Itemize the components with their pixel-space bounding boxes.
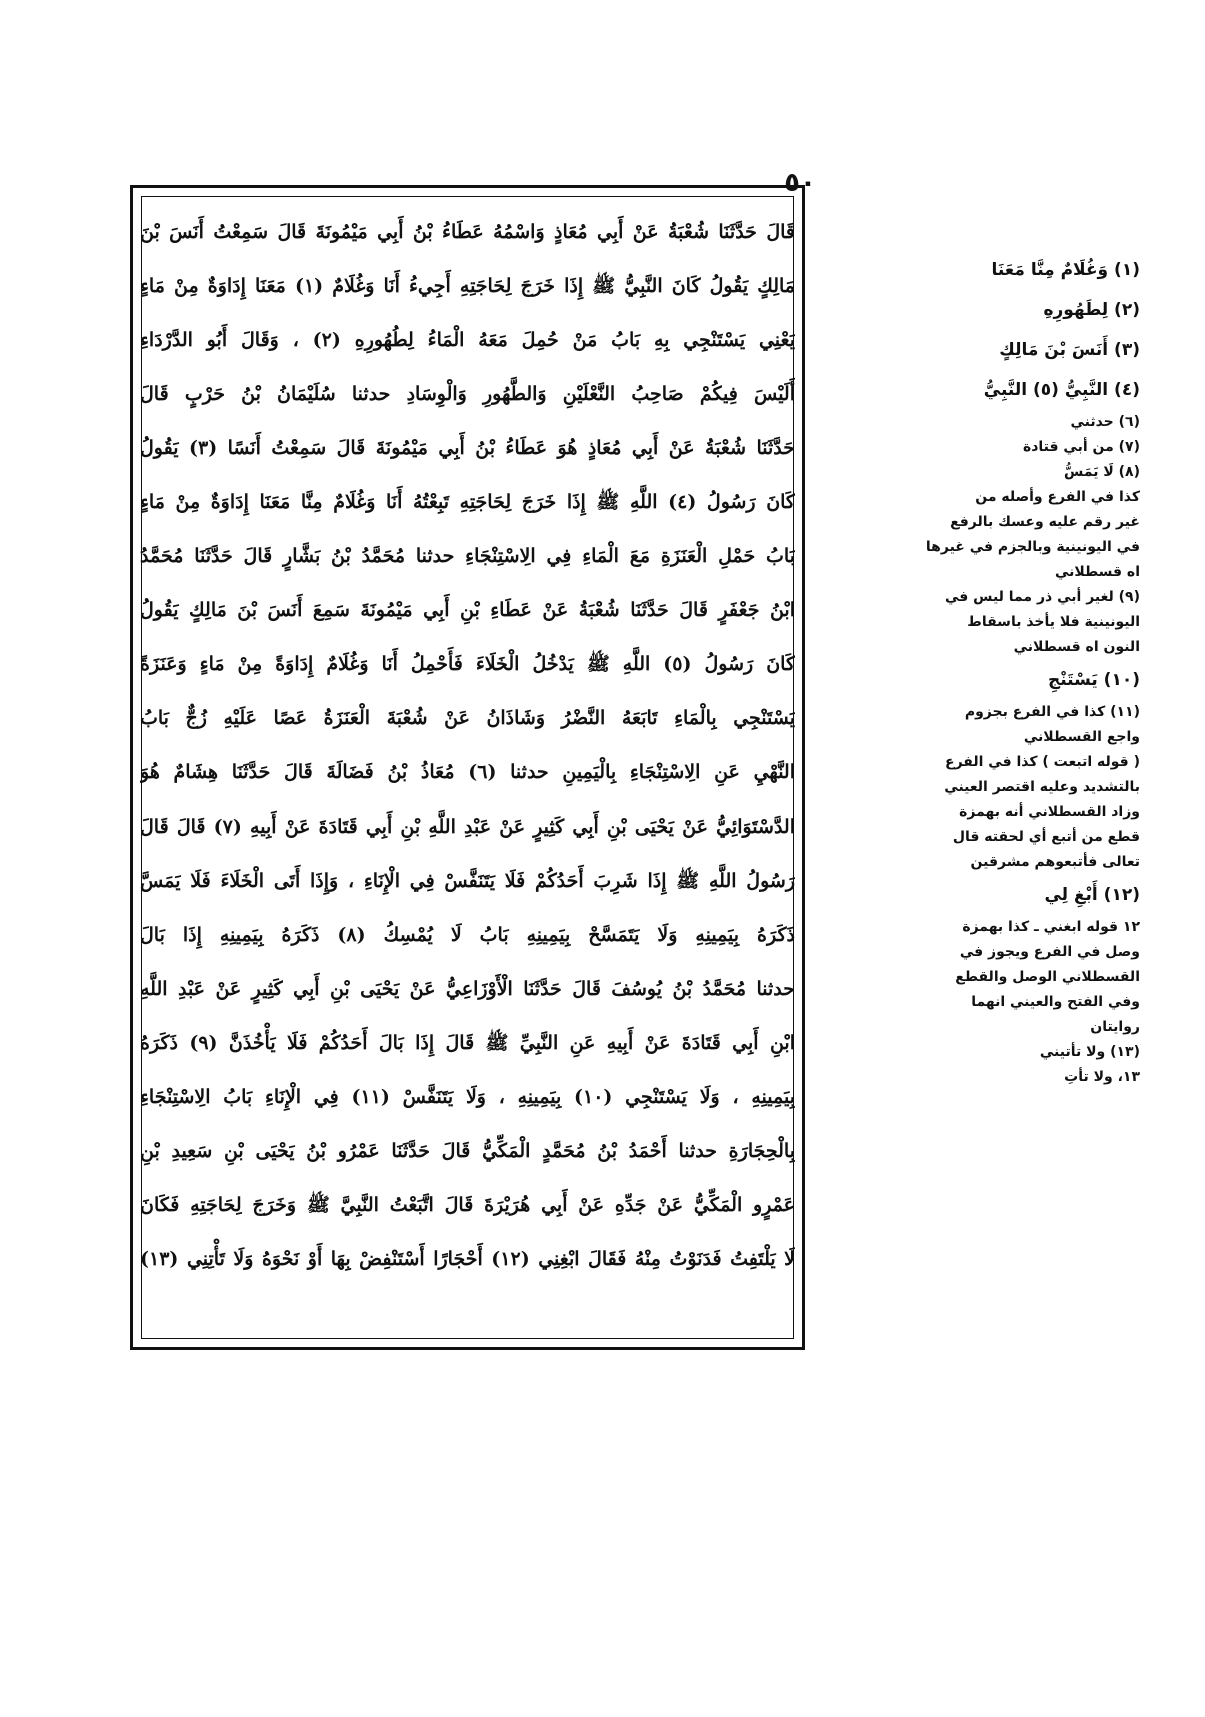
margin-note: (٧) من أبي قتادة xyxy=(1022,439,1140,455)
margin-note: في اليونينية وبالجزم في غيرها xyxy=(925,539,1140,555)
text-line: يَعْنِي يَسْتَنْجِي بِهِ بَابُ مَنْ حُمِلَ مَعَهُ الْمَاءُ لِطُهُورِهِ (٢) ، وَقَالَ أَبُو الدَّرْدَاءِ xyxy=(140,329,795,352)
margin-note: النون اه قسطلاني xyxy=(1013,639,1140,655)
margin-note: (١٣) ولا تأتيني xyxy=(1039,1044,1140,1060)
margin-note: وفي الفتح والعيني انهما xyxy=(971,994,1140,1010)
margin-note: (٦) حدثني xyxy=(1070,414,1140,430)
margin-note: (٣) أَنَسَ بْنَ مَالِكٍ xyxy=(999,340,1140,360)
text-line: يَسْتَنْجِي بِالْمَاءِ تَابَعَهُ النَّضْرُ وَشَاذَانُ عَنْ شُعْبَةَ الْعَنَزَةُ عَصًا عَلَيْهِ زُجٌّ بَابُ xyxy=(140,707,795,730)
text-line: الدَّسْتَوَائِيُّ عَنْ يَحْيَى بْنِ أَبِي كَثِيرٍ عَنْ عَبْدِ اللَّهِ بْنِ أَبِي قَتَادَةَ عَنْ أَبِيهِ (٧) قَالَ قَالَ xyxy=(140,815,795,838)
text-line: بِالْحِجَارَةِ حدثنا أَحْمَدُ بْنُ مُحَمَّدٍ الْمَكِّيُّ قَالَ حَدَّثَنَا عَمْرُو بْنُ يَحْيَى بْنِ سَعِيدِ بْنِ xyxy=(140,1139,795,1162)
margin-note: واجع القسطلاني xyxy=(1023,729,1140,745)
margin-note: (٩) لغير أبي ذر مما ليس في xyxy=(944,589,1140,605)
margin-note: غير رقم عليه وعسك بالرفع xyxy=(950,514,1140,530)
margin-note: وزاد القسطلاني أنه بهمزة xyxy=(959,804,1140,820)
margin-note: وصل في الفرع ويجوز في xyxy=(959,944,1140,960)
margin-notes xyxy=(840,250,1140,1350)
text-line: ابْنُ جَعْفَرٍ قَالَ حَدَّثَنَا شُعْبَةُ عَنْ عَطَاءِ بْنِ أَبِي مَيْمُونَةَ سَمِعَ أَنَسَ بْنَ مَالِكٍ يَقُولُ xyxy=(140,599,795,622)
margin-note: بالتشديد وعليه اقتصر العيني xyxy=(944,779,1140,795)
margin-note: ١٣، ولا تأتِ xyxy=(1064,1069,1140,1085)
margin-note: (١١) كذا في الفرع بجزوم xyxy=(964,704,1140,720)
text-line: بِيَمِينِهِ ، وَلَا يَسْتَنْجِي (١٠) بِيَمِينِهِ ، وَلَا يَتَنَفَّسْ (١١) فِي الْإِنَاءِ بَابُ الِاسْتِنْجَاءِ xyxy=(140,1085,795,1108)
margin-note: (٨) لَا يَمَسُّ xyxy=(1064,464,1140,480)
text-line: كَانَ رَسُولُ (٥) اللَّهِ ﷺ يَدْخُلُ الْخَلَاءَ فَأَحْمِلُ أَنَا وَغُلَامٌ إِدَاوَةً مِنْ مَاءٍ وَعَنَزَةً xyxy=(140,653,795,676)
margin-note: ١٢ قوله ابغني ـ كذا بهمزة xyxy=(962,919,1140,935)
text-line: كَانَ رَسُولُ (٤) اللَّهِ ﷺ إِذَا خَرَجَ لِحَاجَتِهِ تَبِعْتُهُ أَنَا وَغُلَامٌ مِنَّا مَعَنَا إِدَاوَةٌ مِنْ مَاءٍ xyxy=(140,491,795,514)
text-line: لَا يَلْتَفِتُ فَدَنَوْتُ مِنْهُ فَقَالَ ابْغِنِي (١٢) أَحْجَارًا أَسْتَنْفِضْ بِهَا أَوْ نَحْوَهُ وَلَا تَأْتِنِي (١٣) xyxy=(140,1247,795,1270)
text-line: مَالِكٍ يَقُولُ كَانَ النَّبِيُّ ﷺ إِذَا خَرَجَ لِحَاجَتِهِ أَجِيءُ أَنَا وَغُلَامٌ (١) مَعَنَا إِدَاوَةٌ مِنْ مَاءٍ xyxy=(140,275,795,298)
margin-note: اليونينية فلا يأخذ باسقاط xyxy=(967,614,1140,630)
text-line: رَسُولُ اللَّهِ ﷺ إِذَا شَرِبَ أَحَدُكُمْ فَلَا يَتَنَفَّسْ فِي الْإِنَاءِ ، وَإِذَا أَتَى الْخَلَاءَ فَلَا يَمَسَّ xyxy=(140,869,795,892)
text-line: ابْنِ أَبِي قَتَادَةَ عَنْ أَبِيهِ عَنِ النَّبِيِّ ﷺ قَالَ إِذَا بَالَ أَحَدُكُمْ فَلَا يَأْخُذَنَّ (٩) ذَكَرَهُ xyxy=(140,1031,795,1054)
margin-note: روايتان xyxy=(1090,1019,1140,1035)
margin-note: تعالى فأتبعوهم مشرقين xyxy=(970,854,1140,870)
margin-note: قطع من أتبع أي لحقته قال xyxy=(952,829,1140,845)
text-line: أَلَيْسَ فِيكُمْ صَاحِبُ النَّعْلَيْنِ وَالطَّهُورِ وَالْوِسَادِ حدثنا سُلَيْمَانُ بْنُ حَرْبٍ قَالَ xyxy=(140,383,795,406)
text-line: قَالَ حَدَّثَنَا شُعْبَةُ عَنْ أَبِي مُعَاذٍ وَاسْمُهُ عَطَاءُ بْنُ أَبِي مَيْمُونَةَ قَالَ سَمِعْتُ أَنَسَ بْنَ xyxy=(140,221,795,243)
margin-note: (١٠) يَسْتَنْجِ xyxy=(1047,670,1140,690)
text-line: النَّهْيِ عَنِ الِاسْتِنْجَاءِ بِالْيَمِينِ حدثنا (٦) مُعَاذُ بْنُ فَضَالَةَ قَالَ حَدَّثَنَا هِشَامٌ هُوَ xyxy=(140,761,795,784)
main-text-block xyxy=(140,205,795,1340)
margin-note: (١٢) أَبْغِ لِي xyxy=(1044,885,1140,905)
text-line: حَدَّثَنَا شُعْبَةُ عَنْ أَبِي مُعَاذٍ هُوَ عَطَاءُ بْنُ أَبِي مَيْمُونَةَ قَالَ سَمِعْتُ أَنَسًا (٣) يَقُولُ xyxy=(140,437,795,460)
margin-note: ( قوله اتبعت ) كذا في الفرع xyxy=(945,754,1140,770)
text-line: عَمْرٍو الْمَكِّيُّ عَنْ جَدِّهِ عَنْ أَبِي هُرَيْرَةَ قَالَ اتَّبَعْتُ النَّبِيَّ ﷺ وَخَرَجَ لِحَاجَتِهِ فَكَانَ xyxy=(140,1193,795,1216)
margin-note: (٤) النَّبِيُّ (٥) النَّبِيُّ xyxy=(983,380,1140,400)
margin-note: (٢) لِطَهُورِهِ xyxy=(1043,300,1140,320)
text-line: ذَكَرَهُ بِيَمِينِهِ وَلَا يَتَمَسَّحْ بِيَمِينِهِ بَابُ لَا يُمْسِكُ (٨) ذَكَرَهُ بِيَمِينِهِ إِذَا بَالَ xyxy=(140,923,795,946)
margin-note: (١) وَغُلَامٌ مِنَّا مَعَنَا xyxy=(991,260,1140,280)
text-line: بَابُ حَمْلِ الْعَنَزَةِ مَعَ الْمَاءِ فِي الِاسْتِنْجَاءِ حدثنا مُحَمَّدُ بْنُ بَشَّارٍ قَالَ حَدَّثَنَا مُحَمَّدُ xyxy=(140,545,795,568)
page-number: ٥٠ xyxy=(784,168,816,198)
text-line: حدثنا مُحَمَّدُ بْنُ يُوسُفَ قَالَ حَدَّثَنَا الْأَوْزَاعِيُّ عَنْ يَحْيَى بْنِ أَبِي كَثِيرٍ عَنْ عَبْدِ اللَّهِ xyxy=(140,977,795,1000)
margin-note: القسطلاني الوصل والقطع xyxy=(955,969,1140,985)
margin-note: كذا في الفرع وأصله من xyxy=(975,489,1140,505)
margin-note: اه قسطلاني xyxy=(1054,564,1140,580)
